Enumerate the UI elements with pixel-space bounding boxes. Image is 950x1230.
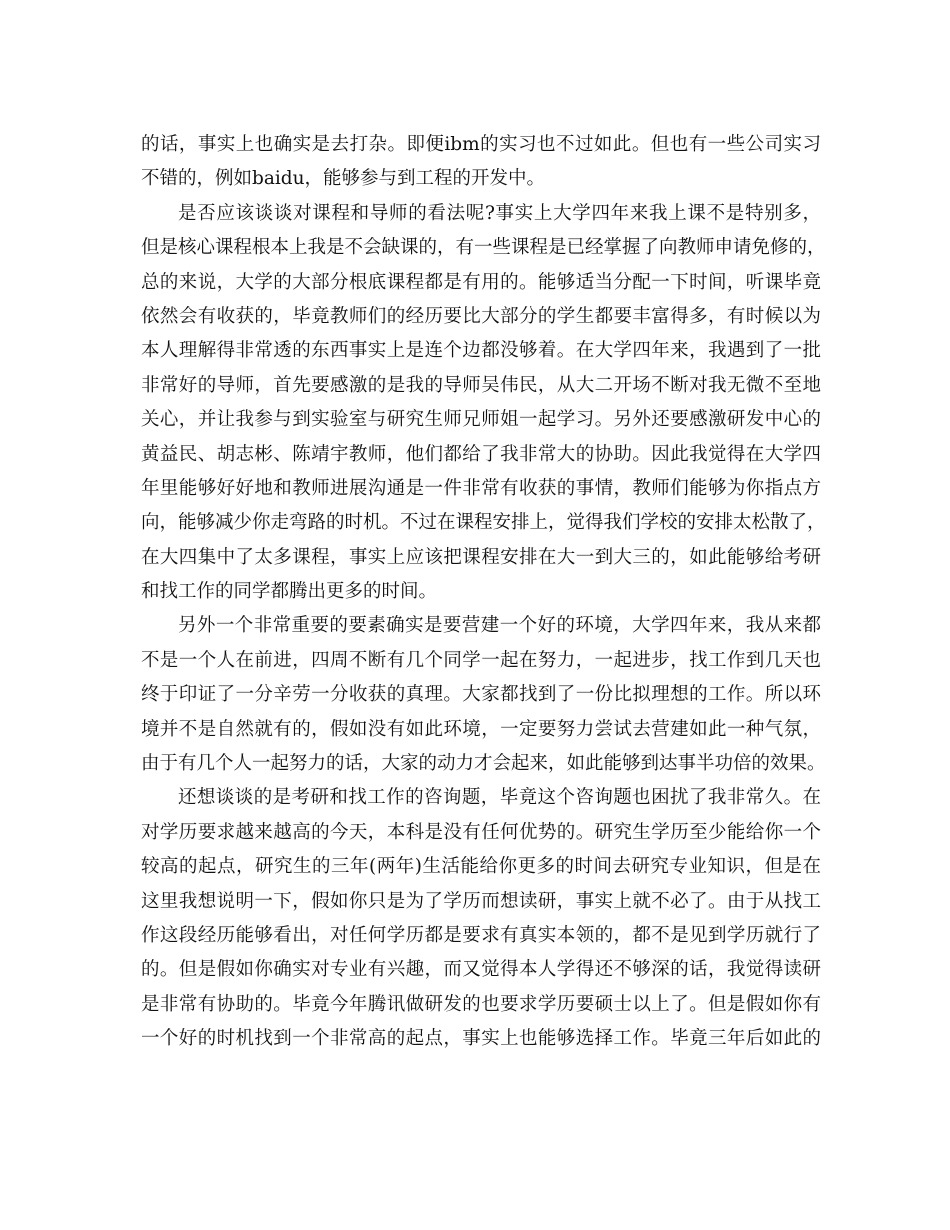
text-line: 对学历要求越来越高的今天，本科是没有任何优势的。研究生学历至少能给你一个 (141, 821, 821, 843)
text-line: 是非常有协助的。毕竟今年腾讯做研发的也要求学历要硕士以上了。但是假如你有 (141, 993, 821, 1015)
text-line: 的话，事实上也确实是去打杂。即便ibm的实习也不过如此。但也有一些公司实习 (141, 134, 821, 155)
text-line: 不错的，例如baidu，能够参与到工程的开发中。 (141, 168, 546, 190)
text-line: 的。但是假如你确实对专业有兴趣，而又觉得本人学得还不够深的话，我觉得读研 (141, 959, 821, 981)
text-line: 关心，并让我参与到实验室与研究生师兄师姐一起学习。另外还要感激研发中心的 (141, 409, 821, 431)
text-line: 年里能够好好地和教师进展沟通是一件非常有收获的事情，教师们能够为你指点方 (141, 477, 821, 499)
text-line: 不是一个人在前进，四周不断有几个同学一起在努力，一起进步，找工作到几天也 (141, 649, 821, 671)
text-line: 向，能够减少你走弯路的时机。不过在课程安排上，觉得我们学校的安排太松散了， (141, 512, 826, 534)
text-line: 总的来说，大学的大部分根底课程都是有用的。能够适当分配一下时间，听课毕竟 (141, 271, 821, 293)
text-line: 还想谈谈的是考研和找工作的咨询题，毕竟这个咨询题也困扰了我非常久。在 (178, 787, 821, 809)
text-line: 由于有几个人一起努力的话，大家的动力才会起来，如此能够到达事半功倍的效果。 (141, 753, 826, 775)
document-body (141, 128, 826, 1057)
text-line: 和找工作的同学都腾出更多的时间。 (141, 581, 438, 603)
text-line: 黄益民、胡志彬、陈靖宇教师，他们都给了我非常大的协助。因此我觉得在大学四 (141, 443, 821, 465)
text-line: 终于印证了一分辛劳一分收获的真理。大家都找到了一份比拟理想的工作。所以环 (141, 684, 821, 706)
paragraph (141, 197, 826, 610)
text-line: 依然会有收获的，毕竟教师们的经历要比大部分的学生都要丰富得多，有时候以为 (141, 305, 821, 327)
paragraph (141, 781, 821, 1056)
paragraph (141, 128, 821, 197)
text-line: 本人理解得非常透的东西事实上是连个边都没够着。在大学四年来，我遇到了一批 (141, 340, 821, 362)
text-line: 作这段经历能够看出，对任何学历都是要求有真实本领的，都不是见到学历就行了 (141, 924, 821, 946)
text-line: 非常好的导师，首先要感激的是我的导师吴伟民，从大二开场不断对我无微不至地 (141, 374, 821, 396)
text-line: 是否应该谈谈对课程和导师的看法呢?事实上大学四年来我上课不是特别多， (178, 202, 821, 224)
text-line: 境并不是自然就有的，假如没有如此环境，一定要努力尝试去营建如此一种气氛， (141, 718, 821, 740)
paragraph (141, 609, 826, 781)
text-line: 一个好的时机找到一个非常高的起点，事实上也能够选择工作。毕竟三年后如此的 (141, 1028, 821, 1050)
text-line: 较高的起点，研究生的三年(两年)生活能给你更多的时间去研究专业知识，但是在 (141, 856, 821, 878)
text-line: 这里我想说明一下，假如你只是为了学历而想读研，事实上就不必了。由于从找工 (141, 890, 821, 912)
text-line: 但是核心课程根本上我是不会缺课的，有一些课程是已经掌握了向教师申请免修的， (141, 237, 826, 259)
text-line: 另外一个非常重要的要素确实是要营建一个好的环境，大学四年来，我从来都 (178, 615, 821, 637)
text-line: 在大四集中了太多课程，事实上应该把课程安排在大一到大三的，如此能够给考研 (141, 546, 821, 568)
